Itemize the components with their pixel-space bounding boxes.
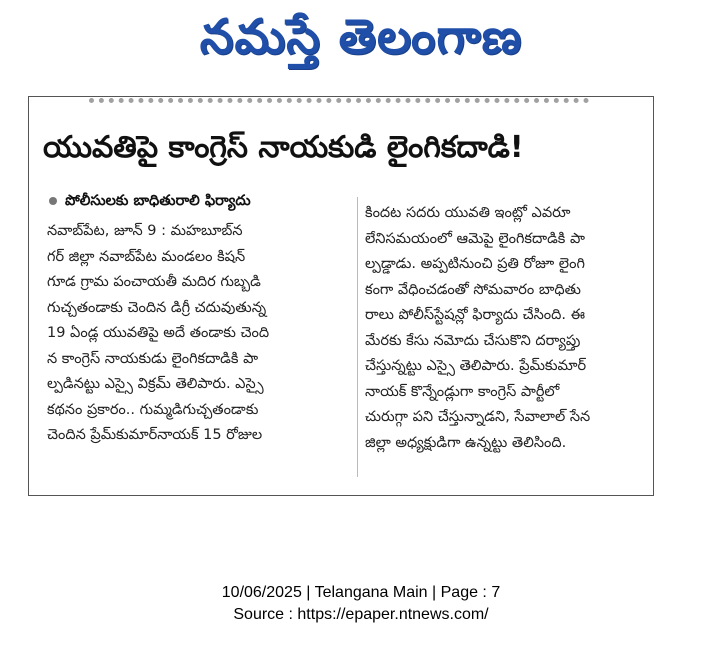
article-text-line: కిందట సదరు యువతి ఇంట్లో ఎవరూ (365, 205, 571, 221)
article-text-line: నాయక్ కొన్నేండ్లుగా కాంగ్రెస్ పార్టీలో (365, 383, 560, 400)
article-text-line: చేస్తున్నట్టు ఎస్సై తెలిపారు. ప్రేమ్‌కుమార్ (365, 358, 587, 374)
article-text-line: రాలు పోలీస్‌స్టేషన్లో ఫిర్యాదు చేసింది. ఈ (365, 307, 586, 323)
article-column-2 (365, 201, 643, 456)
article-text-line: గర్ జిల్లా నవాబ్‌పేట మండలం కిషన్ (47, 248, 246, 265)
article-text-line: చెందిన ప్రేమ్‌కుమార్‌నాయక్ 15 రోజుల (47, 427, 263, 443)
article-text-line: ల్పడ్డాడు. అప్పటినుంచి ప్రతి రోజూ లైంగి (365, 256, 585, 272)
article-text-line: గుచ్చతండాకు చెందిన డిగ్రీ చదువుతున్న (47, 299, 267, 316)
article-text-line: జిల్లా అధ్యక్షుడిగా ఉన్నట్టు తెలిసింది. (365, 434, 567, 451)
article-text-line: మేరకు కేసు నమోదు చేసుకొని దర్యాప్తు (365, 332, 581, 349)
article-text-line: న కాంగ్రెస్ నాయకుడు లైంగికదాడికి పా (47, 350, 259, 367)
article-text-line: నవాబ్‌పేట, జూన్ 9 : మహబూబ్‌న (47, 223, 243, 239)
article-subheading (49, 193, 251, 213)
footer-date-edition: 10/06/2025 | Telangana Main | Page : 7 (221, 584, 501, 601)
masthead (0, 0, 722, 78)
column-divider (357, 197, 358, 477)
clipping-cut-edge (89, 98, 589, 109)
article-text-line: కంగా వేధించడంతో సోమవారం బాధితు (365, 281, 581, 298)
article-clipping (28, 96, 654, 496)
article-text-line: ల్పడినట్టు ఎస్సై విక్రమ్ తెలిపారు. ఎస్సై (47, 376, 264, 392)
article-column-1 (47, 219, 353, 449)
footer-source: Source : https://epaper.ntnews.com/ (233, 606, 489, 623)
article-text-line: కథనం ప్రకారం.. గుమ్మడిగుచ్చతండాకు (47, 401, 259, 418)
newspaper-logo: నమస్తే తెలంగాణ (199, 9, 523, 65)
article-text-line: లేనిసమయంలో ఆమెపై లైంగికదాడికి పా (365, 230, 585, 247)
subheading-text: పోలీసులకు బాధితురాలి ఫిర్యాదు (65, 193, 251, 209)
bullet-icon (49, 197, 57, 205)
article-headline: యువతిపై కాంగ్రెస్ నాయకుడి లైంగికదాడి! (43, 130, 524, 165)
article-text-line: 19 ఏండ్ల యువతిపై అదే తండాకు చెంది (47, 325, 270, 341)
article-text-line: చురుగ్గా పని చేస్తున్నాడని, సేవాలాల్ సేన (365, 409, 591, 425)
article-text-line: గూడ గ్రామ పంచాయతీ మదిర గుబ్బడి (47, 274, 261, 290)
